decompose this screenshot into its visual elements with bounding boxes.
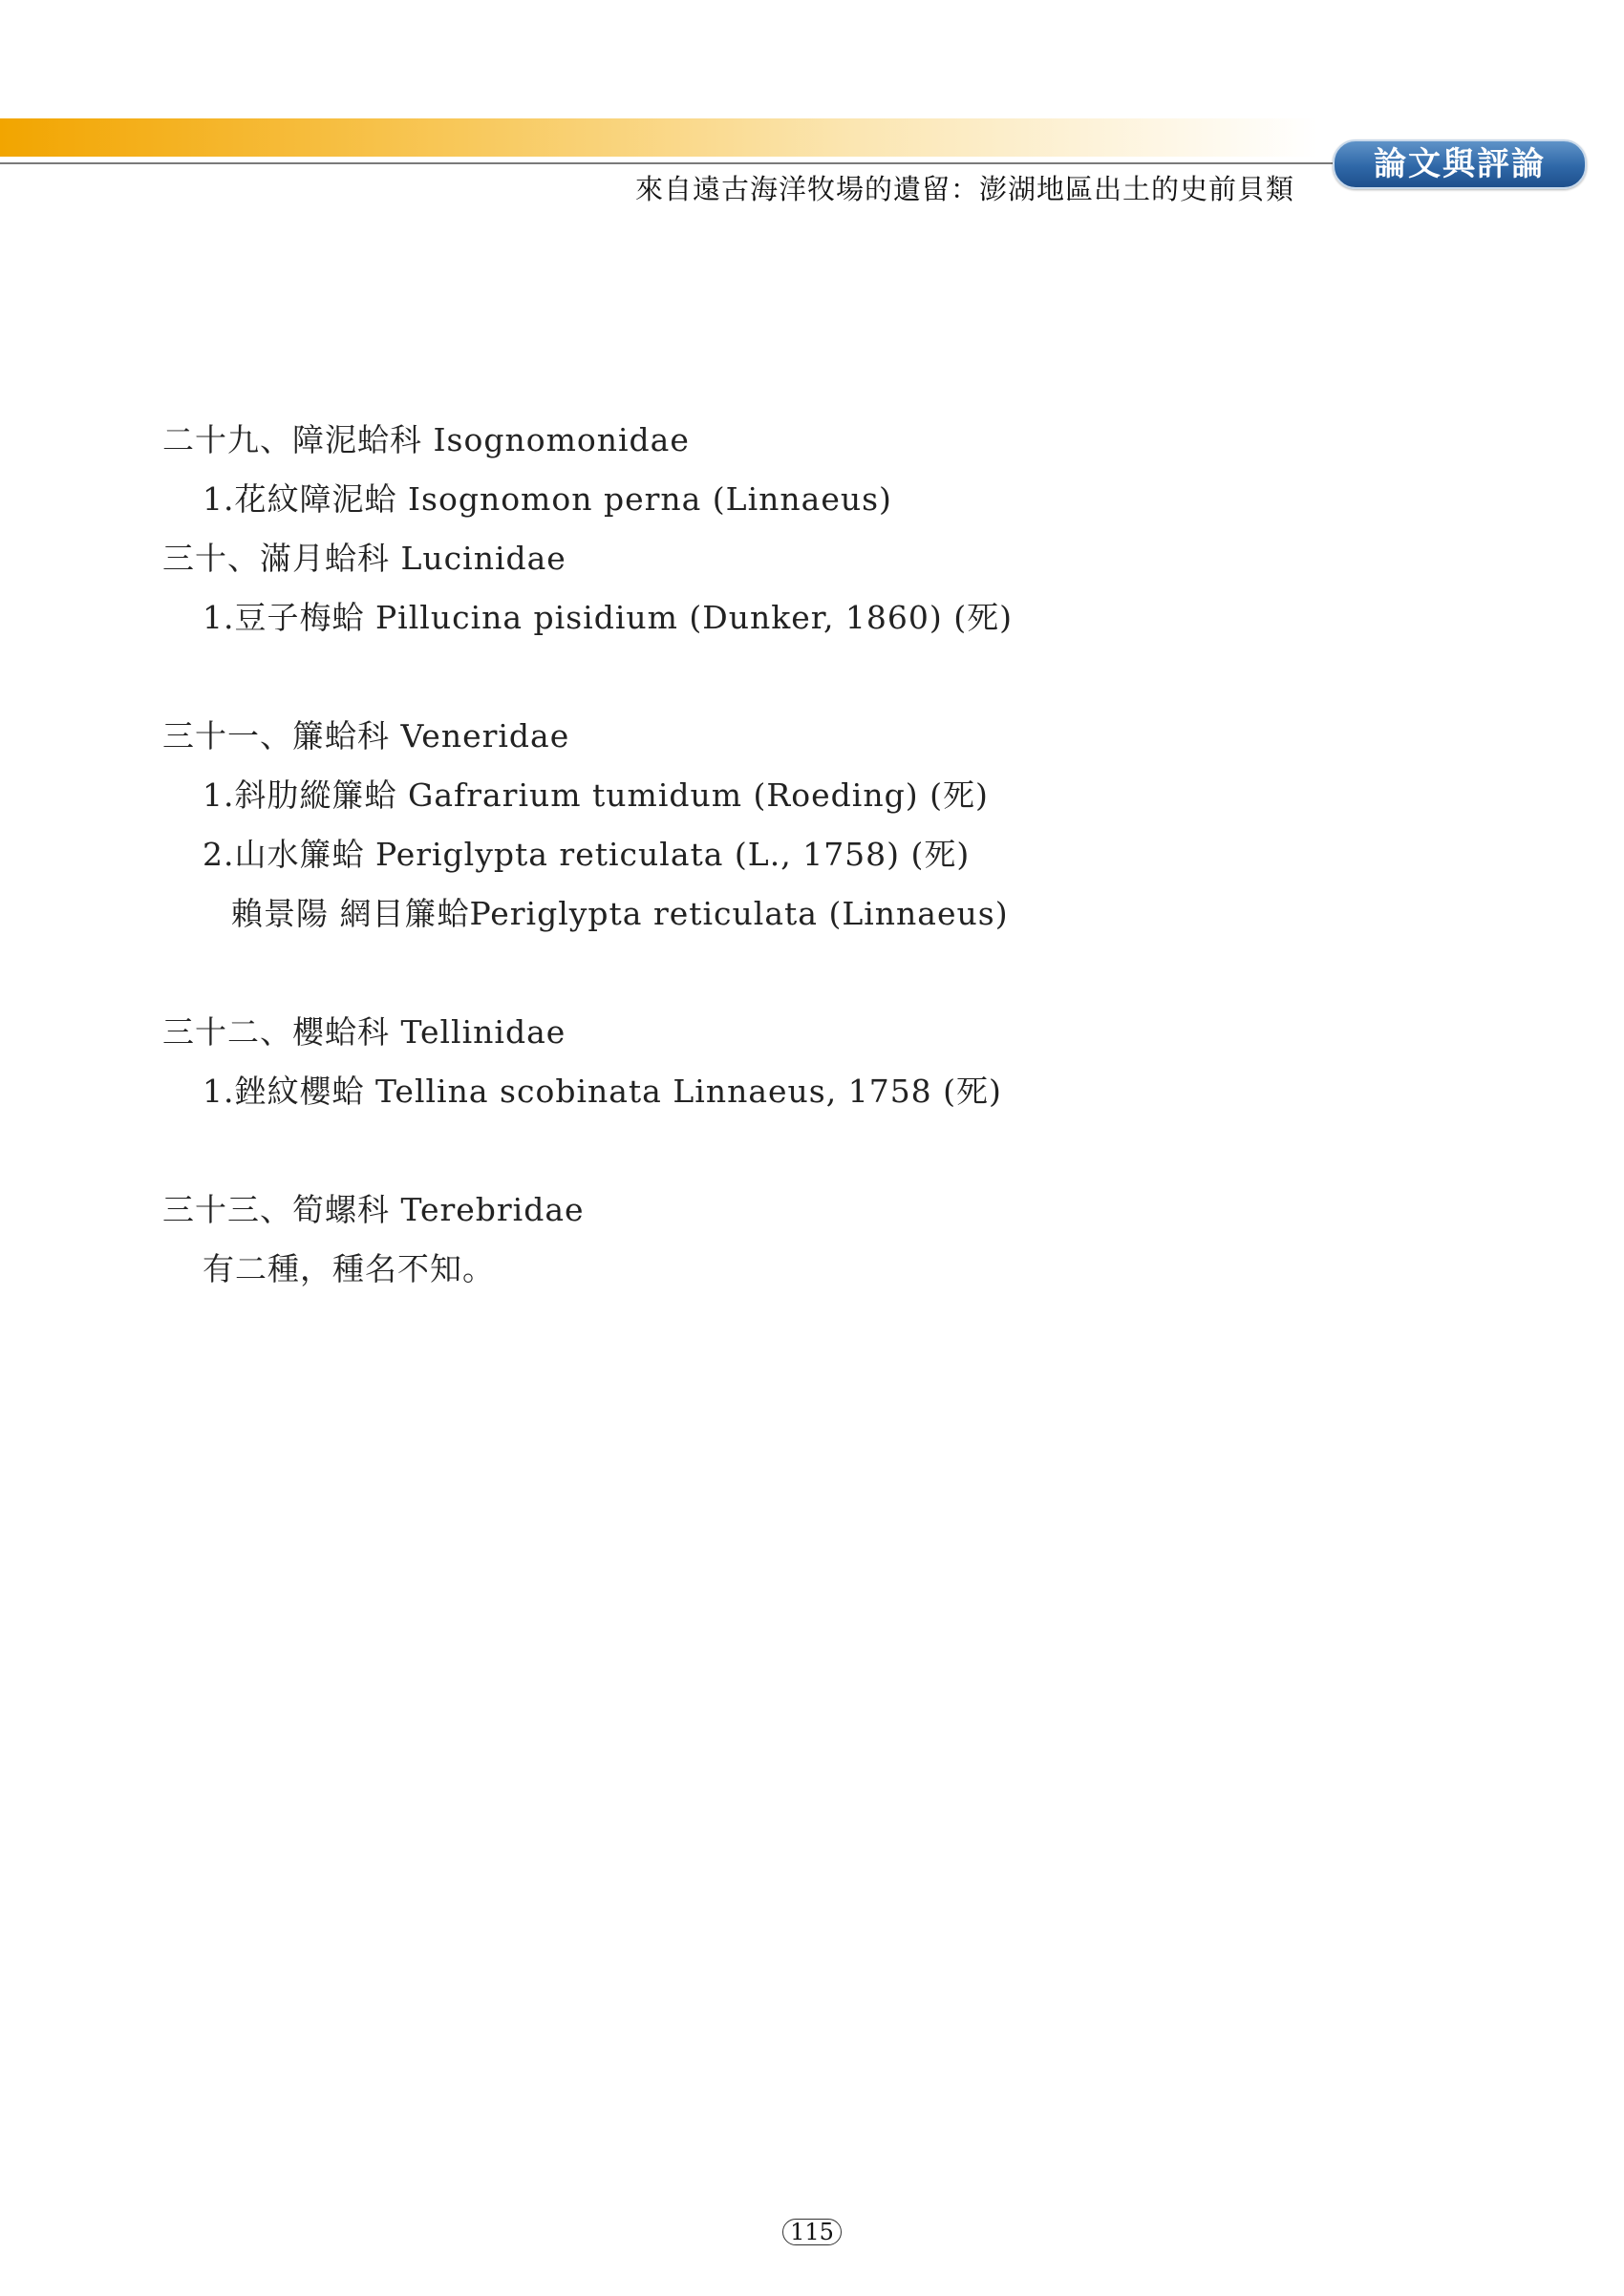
species-entry: 1.斜肋縱簾蛤 Gafrarium tumidum (Roeding) (死) (203, 776, 989, 814)
running-title: 來自遠古海洋牧場的遺留：澎湖地區出土的史前貝類 (634, 173, 1294, 205)
family-heading-terebridae: 三十三、筍螺科 Terebridae (162, 1191, 585, 1228)
header-rule (0, 162, 1333, 164)
paragraph-gap (162, 648, 1404, 707)
species-entry: 1.豆子梅蛤 Pillucina pisidium (Dunker, 1860) (死) (203, 599, 1014, 636)
document-body (162, 411, 1404, 1299)
family-heading-veneridae: 三十一、簾蛤科 Veneridae (162, 717, 570, 755)
species-entry: 1.花紋障泥蛤 Isognomon perna (Linnaeus) (203, 480, 892, 518)
paragraph-gap (162, 944, 1404, 1003)
family-heading-tellinidae: 三十二、櫻蛤科 Tellinidae (162, 1013, 566, 1051)
page-number: 115 (782, 2219, 842, 2245)
species-entry: 2.山水簾蛤 Periglypta reticulata (L., 1758) (死) (203, 836, 971, 873)
family-heading-isognomonidae: 二十九、障泥蛤科 Isognomonidae (162, 421, 690, 458)
species-entry: 有二種，種名不知。 (203, 1250, 495, 1287)
species-entry: 1.銼紋櫻蛤 Tellina scobinata Linnaeus, 1758 (死) (203, 1073, 1002, 1110)
header-accent-bar (0, 118, 1318, 157)
species-note: 賴景陽 網目簾蛤Periglypta reticulata (Linnaeus) (231, 895, 1009, 932)
paragraph-gap (162, 1121, 1404, 1180)
family-heading-lucinidae: 三十、滿月蛤科 Lucinidae (162, 540, 566, 577)
section-badge: 論文與評論 (1333, 139, 1587, 189)
